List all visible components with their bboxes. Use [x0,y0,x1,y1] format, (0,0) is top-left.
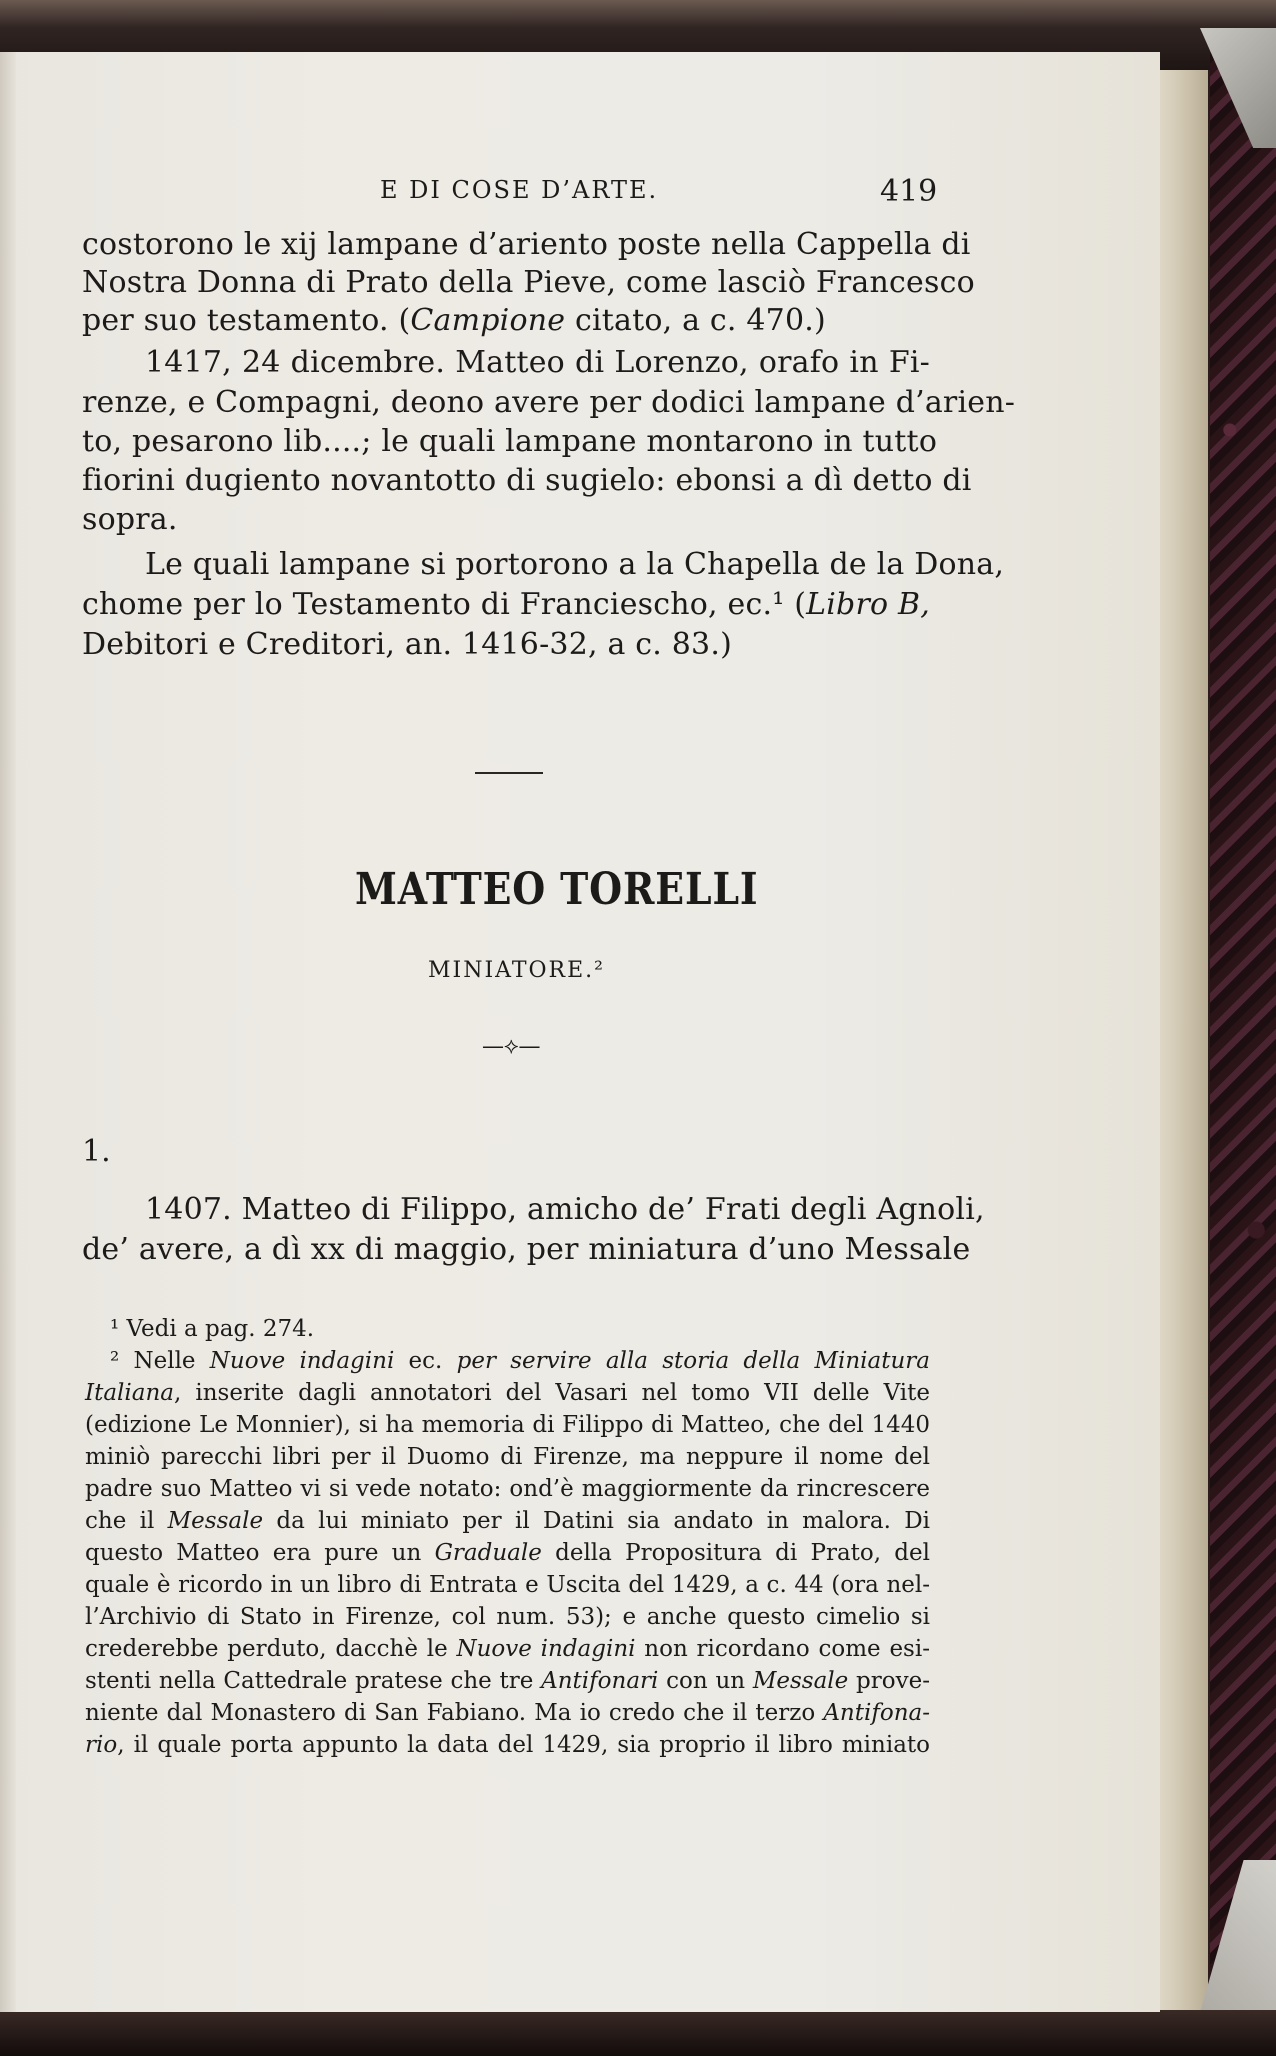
footnote-line: padre suo Matteo vi si vede notato: ond’è maggiormente da rincrescere [85,1476,930,1502]
running-head: E DI COSE D’ARTE. [380,176,659,204]
section-divider [475,772,543,774]
body-line: renze, e Compagni, deono avere per dodici lampane d’arien- [82,385,1016,420]
footnote-line: stenti nella Cattedrale pratese che tre Antifonari con un Messale prove- [85,1668,930,1694]
body-line: to, pesarono lib....; le quali lampane montarono in tutto [82,424,938,459]
footnote-line: niente dal Monastero di San Fabiano. Ma io credo che il terzo Antifona- [85,1700,930,1726]
body-line: Nostra Donna di Prato della Pieve, come lasciò Francesco [82,265,975,300]
section-subtitle: MINIATORE.² [428,958,605,983]
book-bottom-edge [0,2010,1276,2056]
footnote-line: crederebbe perduto, dacchè le Nuove indagini non ricordano come esi- [85,1636,930,1662]
footnote-1: ¹ Vedi a pag. 274. [110,1316,315,1342]
body-line: per suo testamento. (Campione citato, a c. 470.) [82,303,826,338]
body-line: sopra. [82,502,178,537]
footnote-line: l’Archivio di Stato in Firenze, col num. 53); e anche questo cimelio si [85,1604,930,1630]
footnote-line: (edizione Le Monnier), si ha memoria di Filippo di Matteo, che del 1440 [85,1412,930,1438]
footnote-line: quale è ricordo in un libro di Entrata e Uscita del 1429, a c. 44 (ora nel- [85,1572,930,1598]
book-cover-marbled [1210,30,1276,2030]
book-page [0,52,1160,2012]
page-number: 419 [880,174,938,209]
body-line: fiorini dugiento novantotto di sugielo: ebonsi a dì detto di [82,463,972,498]
body-line: 1417, 24 dicembre. Matteo di Lorenzo, orafo in Fi- [145,345,930,380]
section-title: MATTEO TORELLI [355,864,759,915]
ornament-divider: —⟡— [482,1034,541,1059]
footnote-line: Italiana, inserite dagli annotatori del Vasari nel tomo VII delle Vite [85,1380,930,1406]
body-line: Debitori e Creditori, an. 1416-32, a c. 83.) [82,627,732,662]
body-line: 1407. Matteo di Filippo, amicho de’ Frati degli Agnoli, [145,1192,985,1227]
body-line: Le quali lampane si portorono a la Chapella de la Dona, [145,547,1005,582]
body-line: de’ avere, a dì xx di maggio, per miniatura d’uno Messale [82,1232,971,1267]
adjacent-page-edge [0,52,16,2012]
footnote-line: ² Nelle Nuove indagini ec. per servire alla storia della Miniatura [110,1348,930,1374]
footnote-line: questo Matteo era pure un Graduale della Propositura di Prato, del [85,1540,931,1566]
footnote-line: rio, il quale porta appunto la data del 1429, sia proprio il libro miniato [85,1732,930,1758]
body-line: costorono le xij lampane d’ariento poste nella Cappella di [82,227,971,262]
footnote-line: miniò parecchi libri per il Duomo di Firenze, ma neppure il nome del [85,1444,930,1470]
body-line: chome per lo Testamento di Franciescho, ec.¹ (Libro B, [82,587,930,622]
footnote-line: che il Messale da lui miniato per il Datini sia andato in malora. Di [85,1508,930,1534]
entry-number: 1. [82,1134,111,1169]
